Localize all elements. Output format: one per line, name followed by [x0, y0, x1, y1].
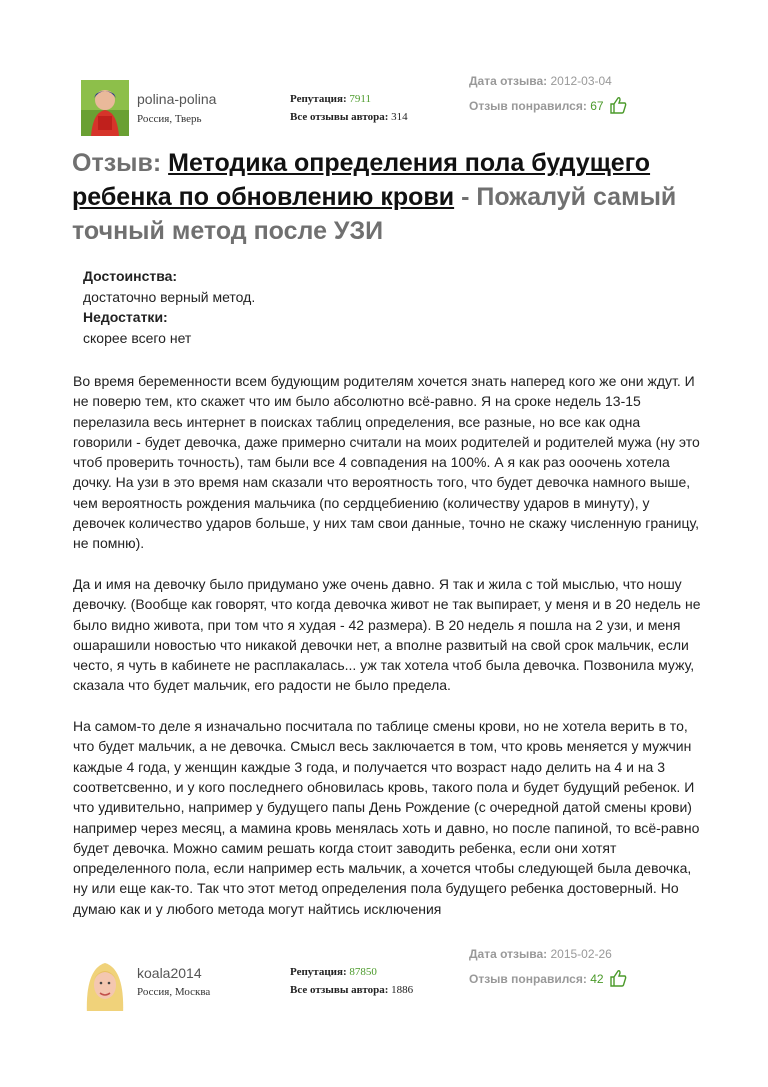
reputation — [290, 966, 377, 978]
review-likes — [469, 96, 627, 117]
avatar[interactable] — [81, 80, 129, 136]
all-reviews-label: Все отзывы автора: — [290, 111, 389, 123]
liked-value: 42 — [590, 972, 604, 986]
review-date — [469, 947, 612, 961]
body-paragraph-3: На самом-то деле я изначально посчитала по таблице смены крови, но не хотела верить в то, что будет мальчик, а не девочка. Смысл весь заключается в том, что кровь меняется у мужчин каждые 4 года, у женщин каждые 3 года, и получается что возраст надо делить на 4 и на 3 соответсвенно, и у кого последнего обновилась кровь, такого пола и будет будущий ребенок. И что удивительно, например у будущего папы День Рождение (с очередной датой смены крови) например через месяц, а мамина кровь менялась хоть и давно, но после папиной, то всё-равно будет девочка. Можно самим решать когда стоит заводить ребенка, если они хотят определенного пола, если например есть мальчик, а хочется чтобы следующей была девочка, ну или еще как-то. Так что этот метод определения пола будущего ребенка достоверный. Но думаю как и у любого метода могут найтись исключения — [73, 718, 700, 917]
title-prefix: Отзыв: — [72, 149, 162, 177]
reputation — [290, 93, 371, 105]
review-title — [72, 146, 712, 248]
liked-label: Отзыв понравился: — [469, 972, 587, 986]
all-reviews-value: 1886 — [391, 984, 414, 996]
avatar[interactable] — [81, 955, 129, 1011]
pros-cons — [83, 266, 255, 348]
reputation-value: 7911 — [349, 93, 371, 105]
liked-label: Отзыв понравился: — [469, 99, 587, 113]
pros-label: Достоинства: — [83, 268, 178, 284]
date-value: 2012-03-04 — [550, 74, 612, 88]
avatar-photo — [81, 80, 129, 136]
username[interactable]: koala2014 — [137, 965, 202, 981]
title-dash: - — [461, 183, 470, 211]
cons-label: Недостатки: — [83, 309, 168, 325]
date-value: 2015-02-26 — [550, 947, 612, 961]
reputation-label: Репутация: — [290, 93, 347, 105]
all-reviews-label: Все отзывы автора: — [290, 984, 389, 996]
user-city: Россия, Москва — [137, 986, 211, 998]
username[interactable]: polina-polina — [137, 91, 217, 107]
thumbs-up-icon[interactable] — [609, 96, 627, 117]
title-rest: Пожалуй самый точный метод после УЗИ — [72, 183, 677, 245]
date-label: Дата отзыва: — [469, 74, 548, 88]
all-reviews[interactable] — [290, 984, 413, 996]
thumbs-up-icon[interactable] — [609, 969, 627, 990]
liked-value: 67 — [590, 99, 604, 113]
pros-text: достаточно верный метод. — [83, 288, 256, 305]
cons-text: скорее всего нет — [83, 329, 192, 346]
review-body — [73, 371, 703, 939]
product-link[interactable]: Методика определения пола будущего ребенка по обновлению крови — [72, 149, 651, 211]
reputation-label: Репутация: — [290, 966, 347, 978]
review-likes — [469, 969, 627, 990]
date-label: Дата отзыва: — [469, 947, 548, 961]
review-date — [469, 74, 612, 88]
user-city: Россия, Тверь — [137, 113, 202, 125]
all-reviews[interactable] — [290, 111, 408, 123]
all-reviews-value: 314 — [391, 111, 408, 123]
avatar-photo — [81, 955, 129, 1011]
reputation-value: 87850 — [349, 966, 377, 978]
body-paragraph-1: Во время беременности всем будующим родителям хочется знать наперед кого же они ждут. И не поверю тем, кто скажет что им было абсолютно всё-равно. Я на сроке недель 13-15 перелазила весь интернет в поисках таблиц определения, все разные, но все как одна говорили - будет девочка, даже примерно считали на моих родителей и родителей мужа (ну это чтоб проверить точность), там были все 4 совпадения на 100%. А я как раз ооочень хотела дочку. На узи в это время нам сказали что вероятность того, что будет девочка намного выше, чем вероятность рождения мальчика (по сердцебиению (количеству ударов в минуту), у девочек количество ударов больше, у них там свои данные, точно не скажу численную границу, не помню). — [73, 373, 700, 552]
body-paragraph-2: Да и имя на девочку было придумано уже очень давно. Я так и жила с той мыслью, что ношу девочку. (Вообще как говорят, что когда девочка живот не так выпирает, у меня и в 20 недель не было видно живота, при том что я худая - 42 размера). В 20 недель я пошла на 2 узи, и меня ошарашили новостью что никакой девочки нет, а вполне развитый на свой срок мальчик, если често, я чуть в кабинете не расплакалась... уж так хотела чтоб была девочка. Позвонила мужу, сказала что будет мальчик, его радости не было предела. — [73, 575, 701, 694]
